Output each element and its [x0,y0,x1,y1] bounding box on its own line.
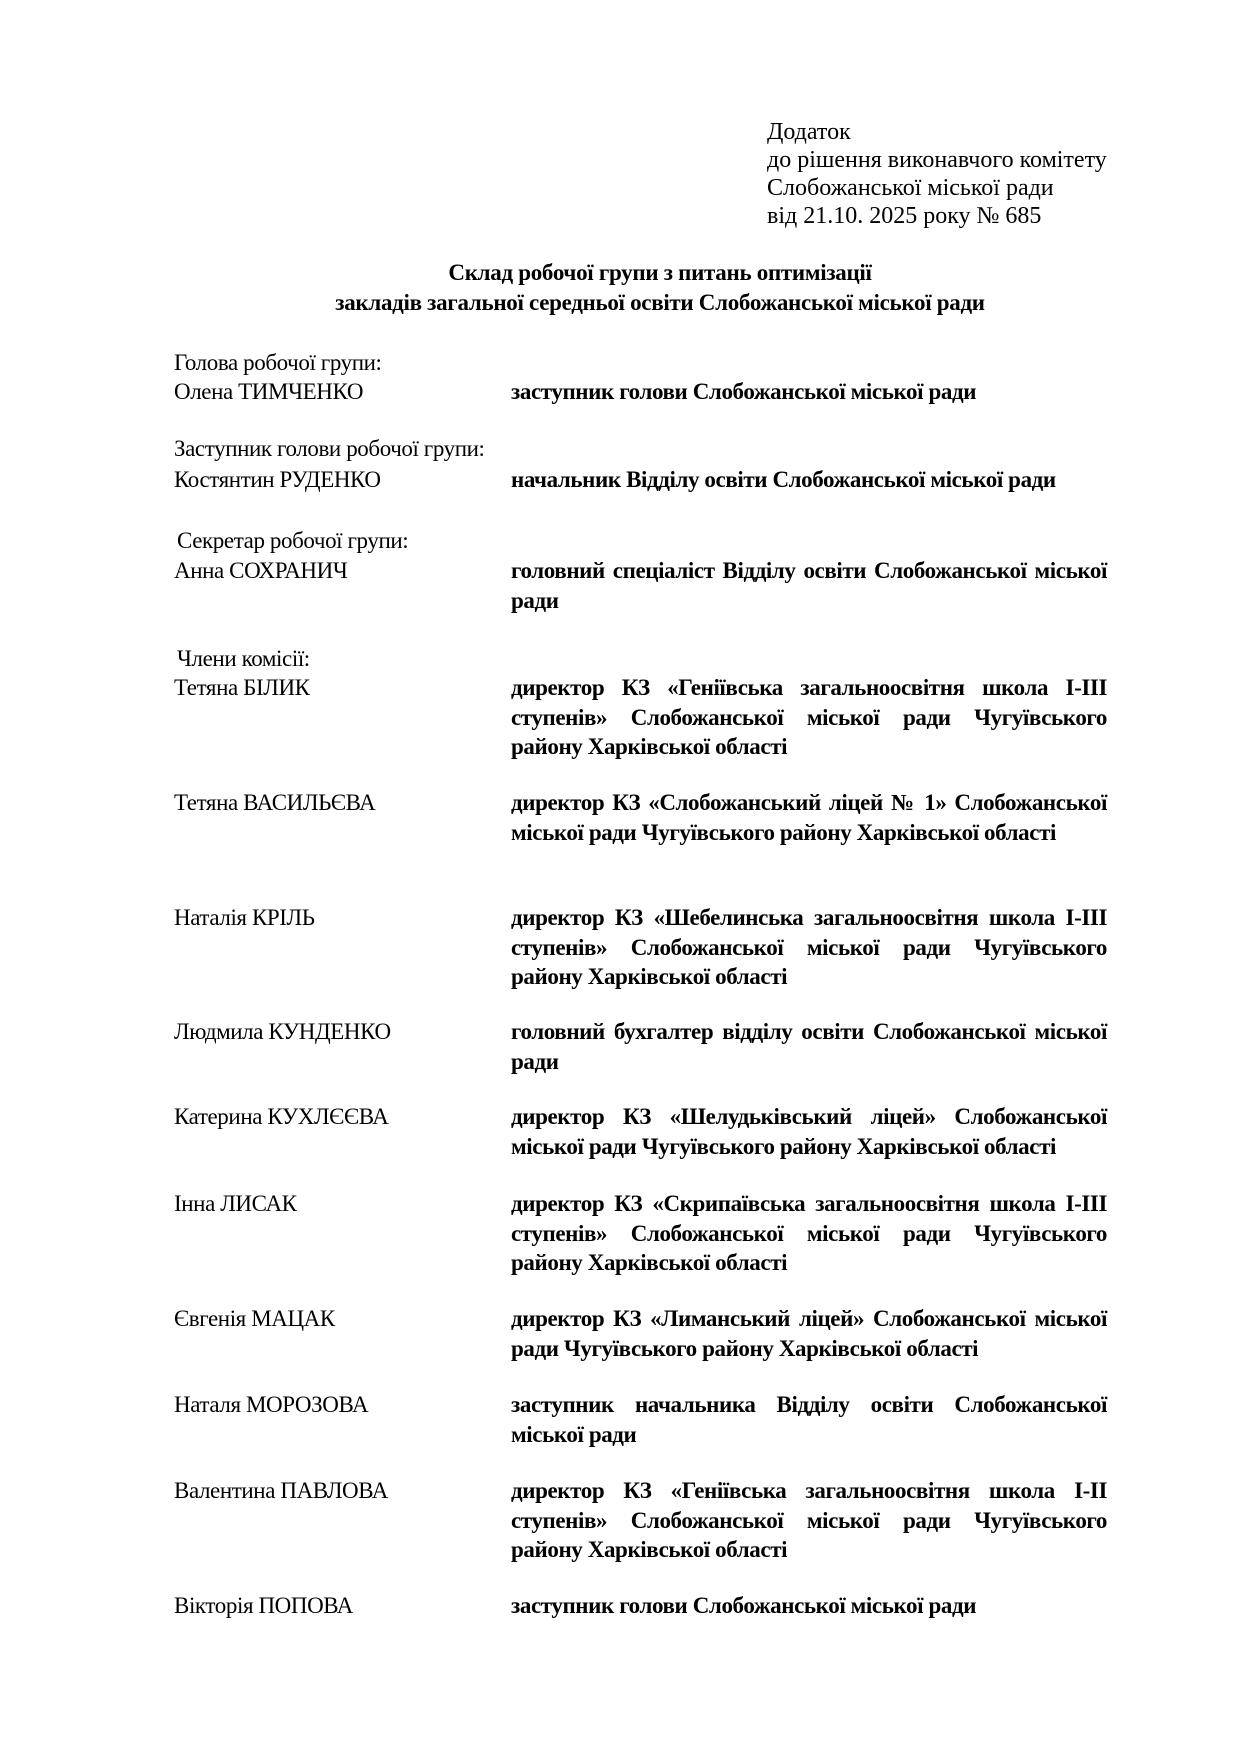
member-name: Валентина ПАВЛОВА [174,1478,388,1503]
member-name: Інна ЛИСАК [174,1191,297,1216]
member-row [174,1102,1107,1161]
member-row [174,1017,1107,1076]
member-row [174,788,1107,847]
title-line-1: Склад робочої групи з питань оптимізації [448,260,872,285]
member-name: Костянтин РУДЕНКО [174,467,381,492]
member-name: Вікторія ПОПОВА [174,1593,354,1618]
decision-date-number: від 21.10. 2025 року № 685 [767,203,1042,229]
member-name: Олена ТИМЧЕНКО [174,379,364,404]
member-position: заступник голови Слобожанської міської ради [511,379,977,404]
member-name: Євгенія МАЦАК [174,1306,335,1331]
member-position: директор КЗ «Геніївська загальноосвітня школа І-ІІ ступенів» Слобожанської міської ради Чугуївського району Харківської області [511,1478,1107,1562]
member-row [174,903,1107,992]
appendix-header [767,118,1107,230]
member-position: начальник Відділу освіти Слобожанської міської ради [511,467,1056,492]
decision-reference: до рішення виконавчого комітету [767,147,1107,173]
member-row [174,1189,1107,1278]
member-name: Тетяна БІЛИК [174,675,310,700]
member-row [174,465,1107,495]
section-members-label: Члени комісії: [177,646,310,671]
section-secretary-label: Секретар робочої групи: [177,528,409,553]
member-name: Наталя МОРОЗОВА [174,1392,369,1417]
member-position: заступник начальника Відділу освіти Слобожанської міської ради [511,1392,1107,1447]
member-name: Тетяна ВАСИЛЬЄВА [174,790,376,815]
member-name: Анна СОХРАНИЧ [174,558,348,583]
member-row [174,1390,1107,1449]
member-position: директор КЗ «Слобожанський ліцей № 1» Слобожанської міської ради Чугуївського району Харківської області [511,790,1107,845]
member-row [174,673,1107,762]
member-row [174,1304,1107,1363]
member-position: директор КЗ «Шебелинська загальноосвітня школа І-ІІІ ступенів» Слобожанської міської ради Чугуївського району Харківської області [511,905,1107,989]
member-row [174,377,1107,407]
member-position: директор КЗ «Геніївська загальноосвітня школа І-ІІІ ступенів» Слобожанської міської ради Чугуївського району Харківської області [511,675,1107,759]
member-position: директор КЗ «Лиманський ліцей» Слобожанської міської ради Чугуївського району Харківської області [511,1306,1107,1361]
section-head-label: Голова робочої групи: [174,350,382,375]
member-name: Катерина КУХЛЄЄВА [174,1104,389,1129]
section-deputy-label: Заступник голови робочої групи: [174,436,485,461]
member-position: директор КЗ «Шелудьківський ліцей» Слобожанської міської ради Чугуївського району Харківської області [511,1104,1107,1159]
member-position: заступник голови Слобожанської міської ради [511,1593,977,1618]
document-title [200,258,1120,318]
member-row [174,1591,1107,1621]
member-row [174,1476,1107,1565]
member-row [174,556,1107,615]
member-name: Людмила КУНДЕНКО [174,1019,391,1044]
title-line-2: закладів загальної середньої освіти Слобожанської міської ради [335,290,985,315]
appendix-label: Додаток [767,119,851,145]
council-name: Слобожанської міської ради [767,175,1054,201]
member-position: директор КЗ «Скрипаївська загальноосвітня школа І-ІІІ ступенів» Слобожанської міської ради Чугуївського району Харківської області [511,1191,1107,1275]
member-position: головний бухгалтер відділу освіти Слобожанської міської ради [511,1019,1107,1074]
member-name: Наталія КРІЛЬ [174,905,315,930]
member-position: головний спеціаліст Відділу освіти Слобожанської міської ради [511,558,1107,613]
